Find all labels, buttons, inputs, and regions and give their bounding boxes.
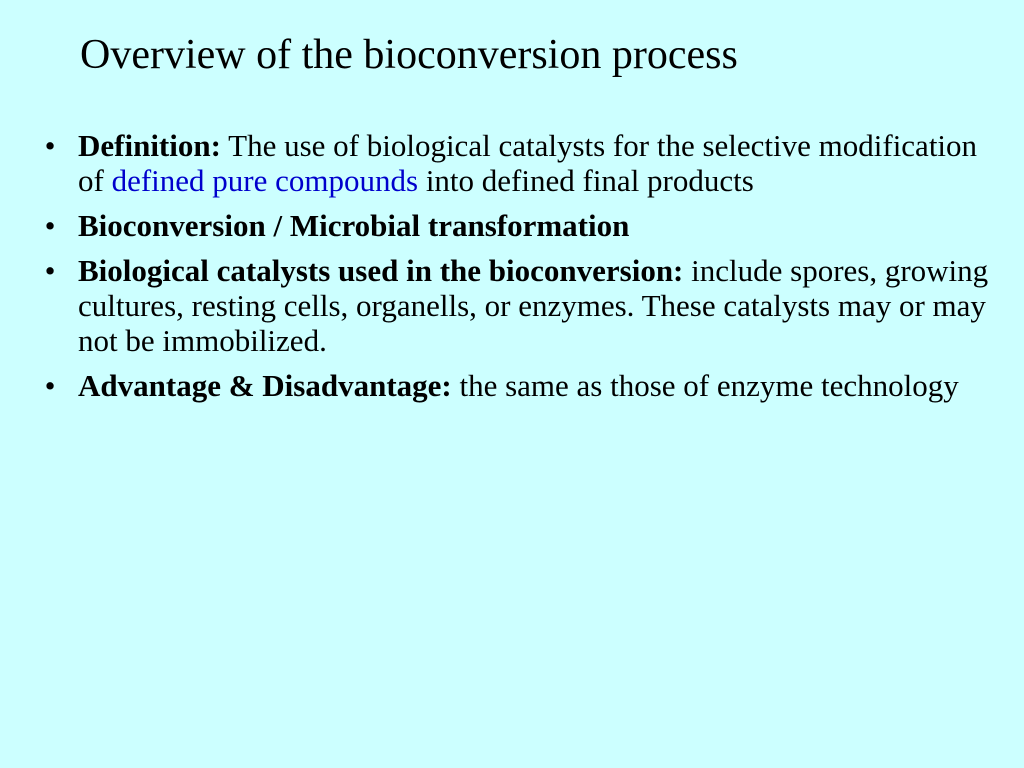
definition-text: The use of biological catalysts for the selective modification of	[78, 128, 978, 198]
bullet-dot-icon: •	[44, 253, 56, 288]
catalysts-label: Biological catalysts used in the bioconversion:	[78, 253, 684, 288]
definition-text-end: into defined final products	[418, 163, 754, 198]
bullet-biological-catalysts	[44, 253, 998, 358]
bioconversion-label: Bioconversion / Microbial transformation	[78, 208, 630, 243]
definition-label: Definition:	[78, 128, 221, 163]
bullet-dot-icon: •	[44, 208, 56, 243]
bullet-bioconversion	[44, 208, 998, 243]
advantage-label: Advantage & Disadvantage:	[78, 368, 452, 403]
definition-highlight: defined pure compounds	[111, 163, 419, 198]
catalysts-text: include spores, growing cultures, resting cells, organells, or enzymes. These catalysts may or may not be immobilized.	[78, 253, 989, 358]
bullet-list	[44, 128, 998, 413]
bullet-dot-icon: •	[44, 128, 56, 163]
bullet-definition	[44, 128, 998, 198]
advantage-text: the same as those of enzyme technology	[451, 368, 959, 403]
bullet-advantage	[44, 368, 998, 403]
slide-title: Overview of the bioconversion process	[80, 32, 738, 78]
bullet-dot-icon: •	[44, 368, 56, 403]
